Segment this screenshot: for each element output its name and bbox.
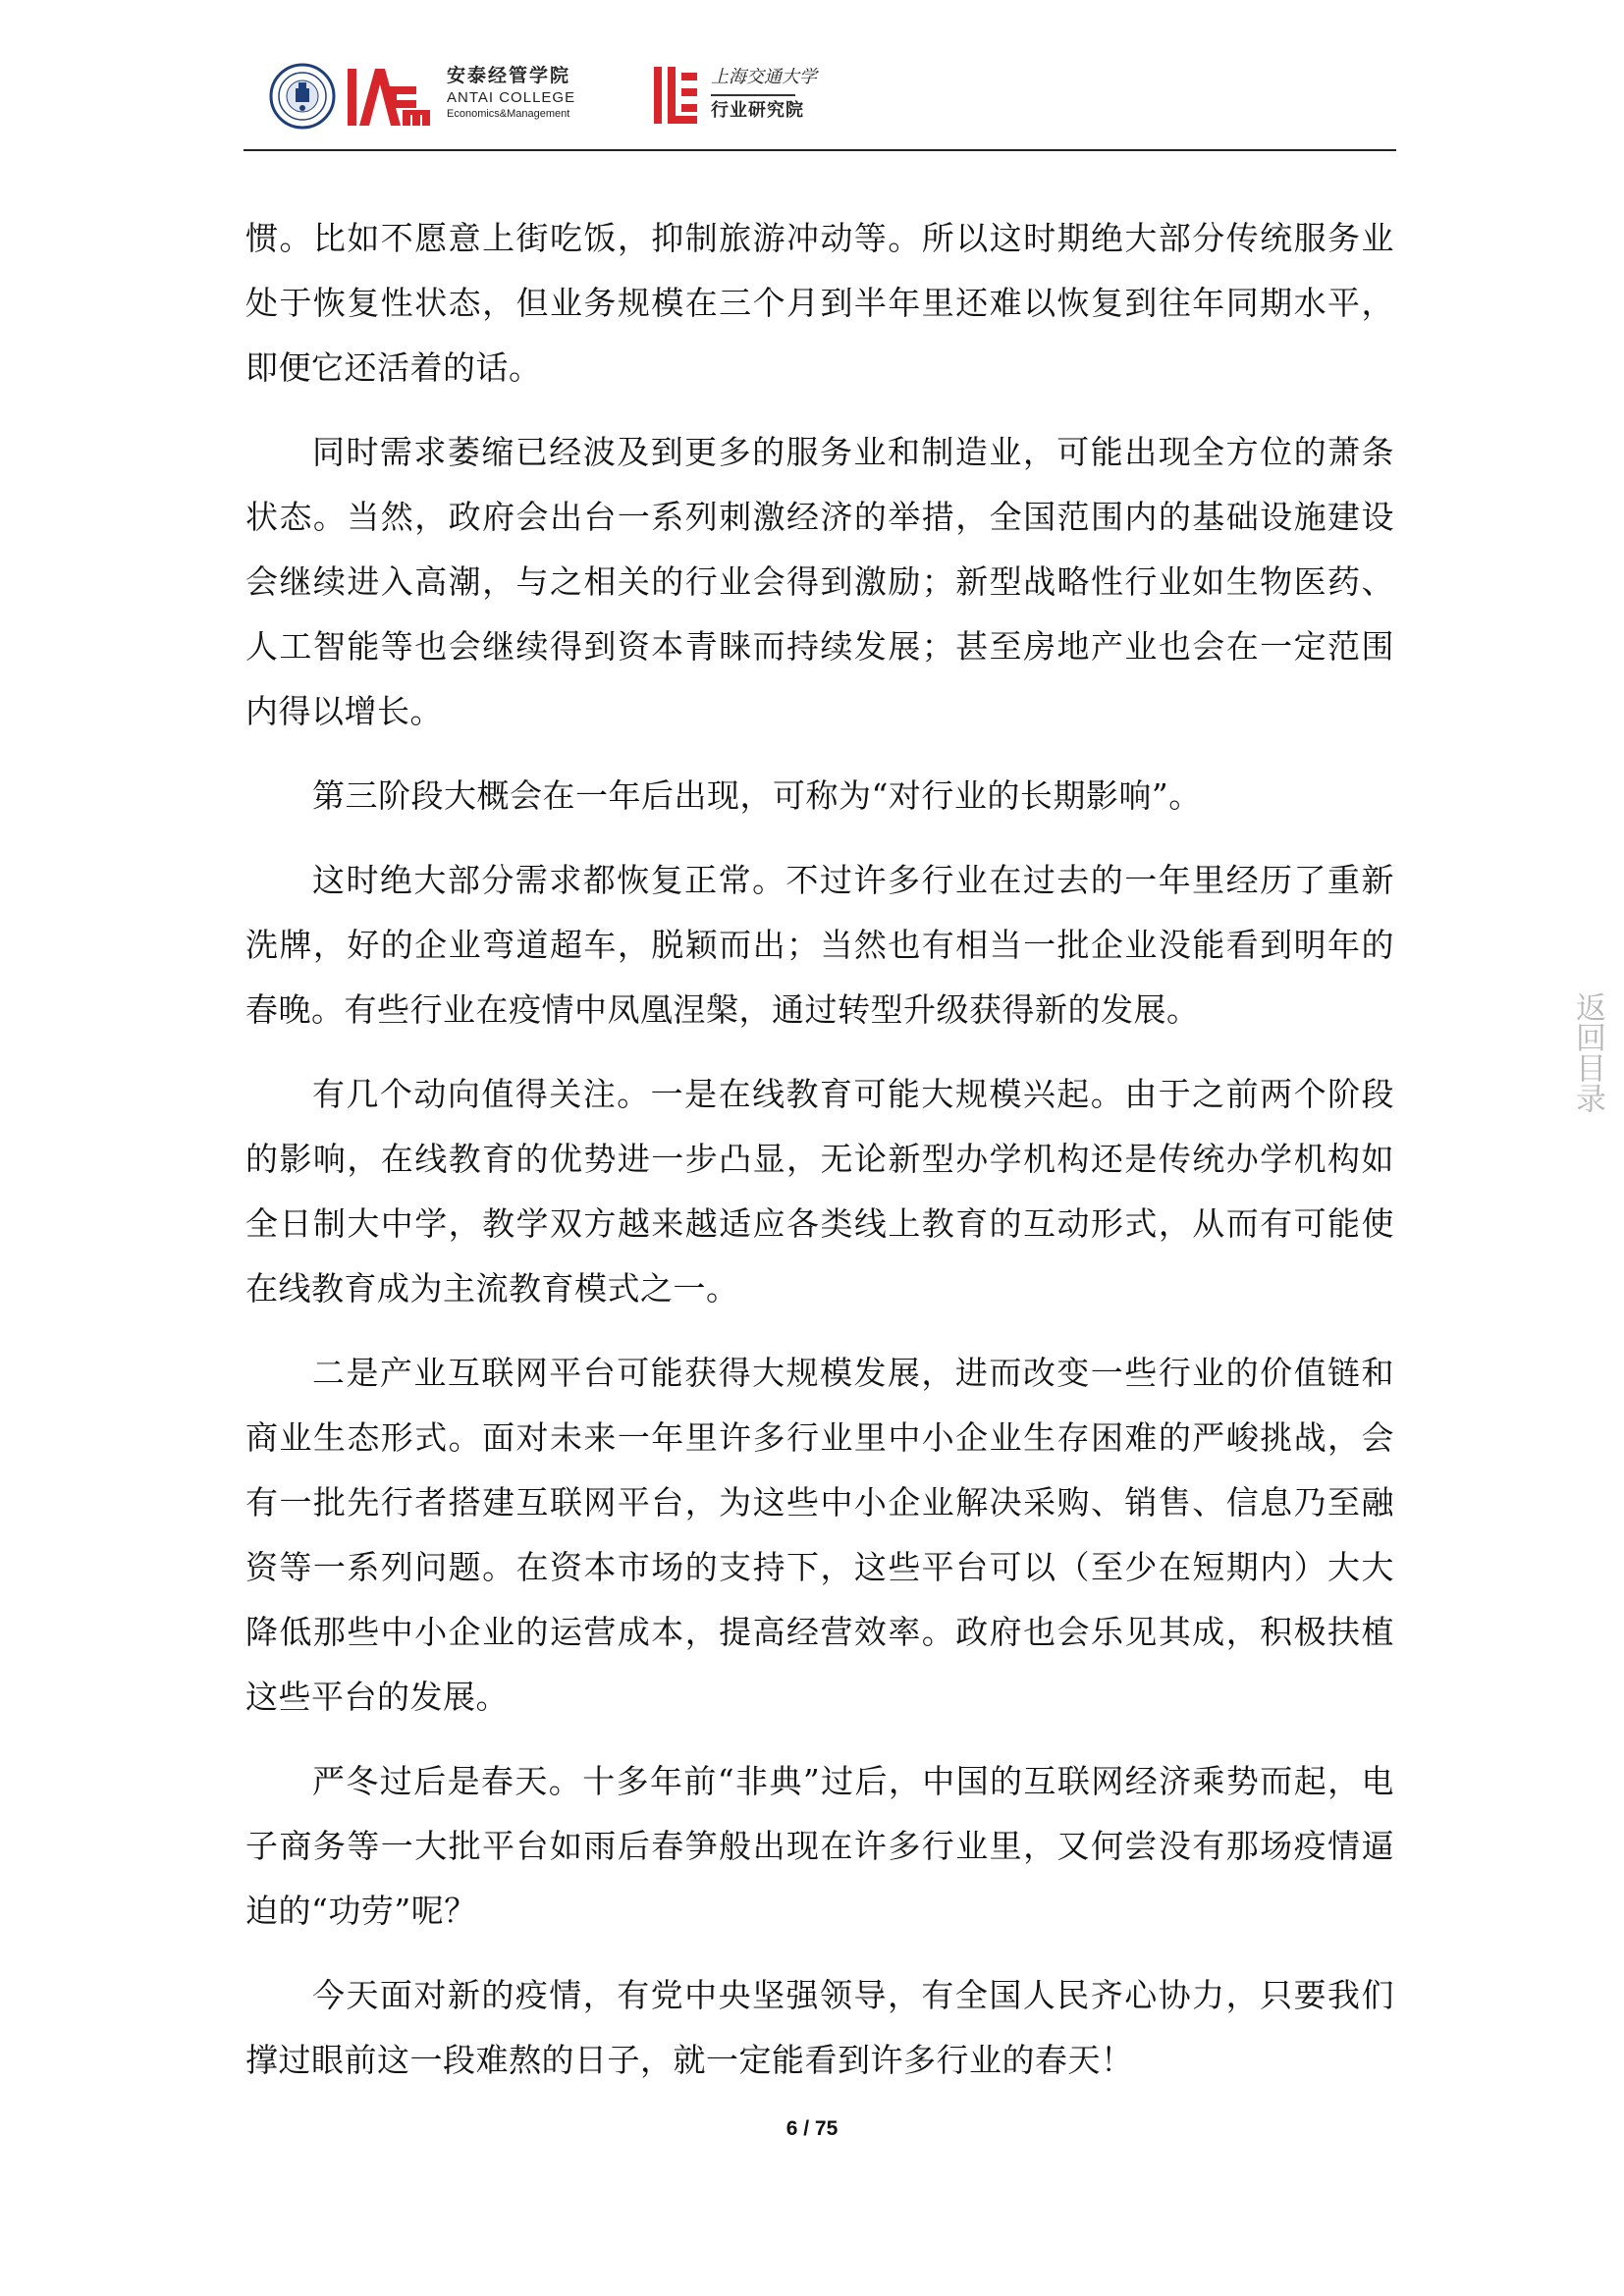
sjtu-name-cn: 上海交通大学 <box>711 63 795 96</box>
institute-name-block <box>711 63 839 133</box>
college-name-en: ANTAI COLLEGE <box>447 89 576 106</box>
paragraph: 同时需求萎缩已经波及到更多的服务业和制造业，可能出现全方位的萧条状态。当然，政府会出台一系列刺激经济的举措，全国范围内的基础设施建设会继续进入高潮，与之相关的行业会得到激励；新型战略性行业如生物医药、人工智能等也会继续得到资本青睐而持续发展；甚至房地产业也会在一定范围内得以增长。 <box>245 433 1394 730</box>
institute-name-cn: 行业研究院 <box>711 100 804 120</box>
page-header <box>245 57 1394 145</box>
sjtu-seal-logo <box>269 63 336 130</box>
paragraph: 有几个动向值得关注。一是在线教育可能大规模兴起。由于之前两个阶段的影响，在线教育的优势进一步凸显，无论新型办学机构还是传统办学机构如全日制大中学，教学双方越来越适应各类线上教育的互动形式，从而有可能使在线教育成为主流教育模式之一。 <box>245 1075 1394 1308</box>
college-name-en-sub: Economics&Management <box>447 108 570 120</box>
industry-institute-logo <box>650 63 701 128</box>
paragraph: 惯。比如不愿意上街吃饭，抑制旅游冲动等。所以这时期绝大部分传统服务业处于恢复性状态，但业务规模在三个月到半年里还难以恢复到往年同期水平，即便它还活着的话。 <box>245 219 1394 387</box>
back-to-contents-link[interactable]: 返回目录 <box>1570 991 1605 1113</box>
acem-logo <box>346 65 436 130</box>
paragraph: 这时绝大部分需求都恢复正常。不过许多行业在过去的一年里经历了重新洗牌，好的企业弯道超车，脱颖而出；当然也有相当一批企业没能看到明年的春晚。有些行业在疫情中凤凰涅槃，通过转型升级获得新的发展。 <box>245 861 1394 1029</box>
college-name-cn: 安泰经管学院 <box>447 66 571 86</box>
paragraph: 二是产业互联网平台可能获得大规模发展，进而改变一些行业的价值链和商业生态形式。面对未来一年里许多行业里中小企业生存困难的严峻挑战，会有一批先行者搭建互联网平台，为这些中小企业解决采购、销售、信息乃至融资等一系列问题。在资本市场的支持下，这些平台可以（至少在短期内）大大降低那些中小企业的运营成本，提高经营效率。政府也会乐见其成，积极扶植这些平台的发展。 <box>245 1354 1394 1716</box>
article-body <box>245 206 1394 2093</box>
paragraph: 今天面对新的疫情，有党中央坚强领导，有全国人民齐心协力，只要我们撑过眼前这一段难熬的日子，就一定能看到许多行业的春天！ <box>245 1976 1394 2079</box>
header-divider <box>244 149 1396 151</box>
paragraph: 第三阶段大概会在一年后出现，可称为“对行业的长期影响”。 <box>312 776 1202 815</box>
college-name-block <box>447 65 643 133</box>
page-number: 6 / 75 <box>785 2117 839 2140</box>
paragraph: 严冬过后是春天。十多年前“非典”过后，中国的互联网经济乘势而起，电子商务等一大批平台如雨后春笋般出现在许多行业里，又何尝没有那场疫情逼迫的“功劳”呢？ <box>245 1762 1394 1930</box>
